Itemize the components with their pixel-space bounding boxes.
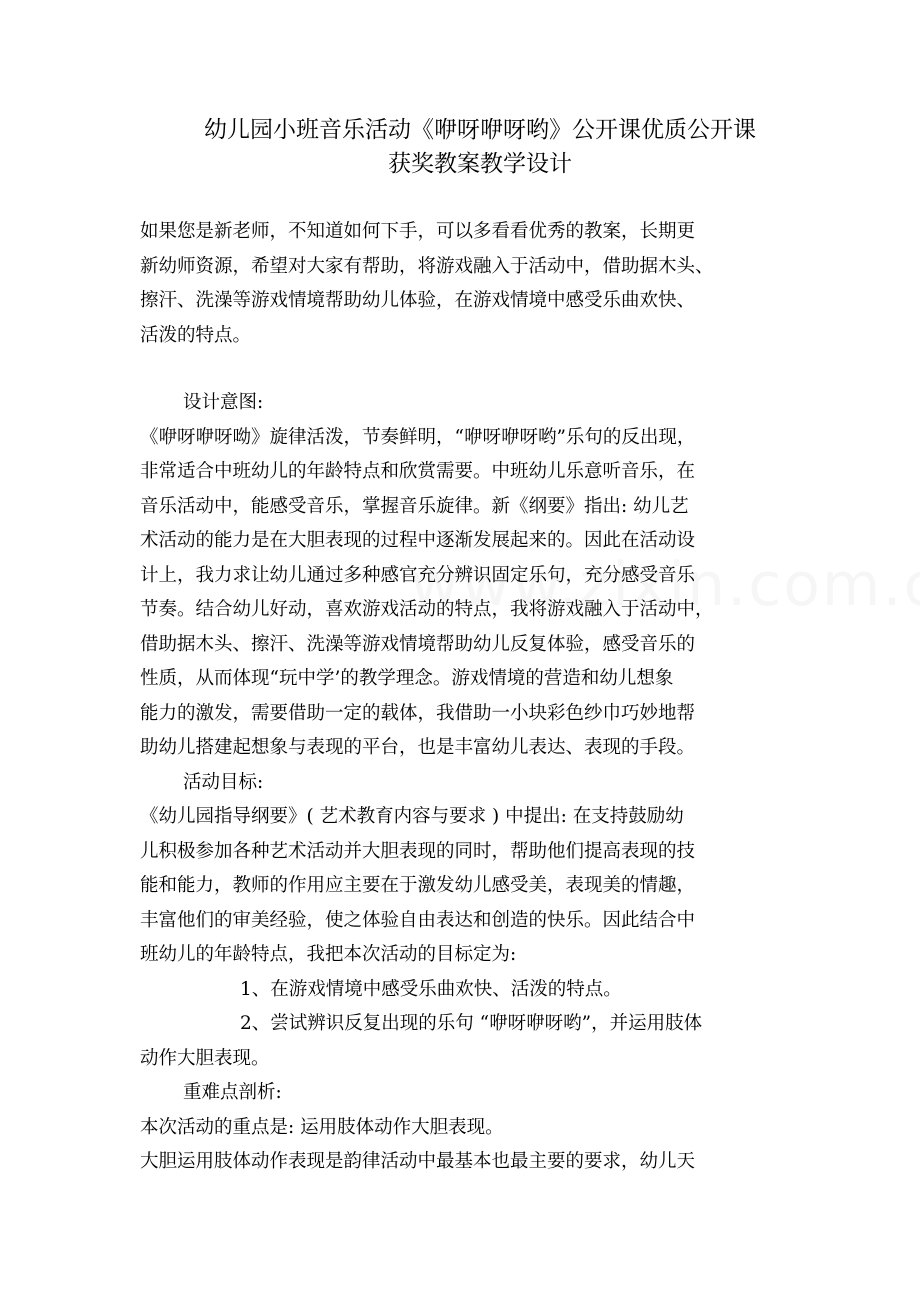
design-line: 计上，我力求让幼儿通过多种感官充分辨识固定乐句，充分感受音乐 xyxy=(140,564,696,586)
design-line: 术活动的能力是在大胆表现的过程中逐渐发展起来的。因此在活动设 xyxy=(140,530,696,551)
goal-heading: 活动目标: xyxy=(183,771,264,793)
design-line: 非常适合中班幼儿的年龄特点和欣赏需要。中班幼儿乐意听音乐，在 xyxy=(140,461,696,482)
design-line: 能力的激发，需要借助一定的载体，我借助一小块彩色纱巾巧妙地帮 xyxy=(140,702,696,724)
document-title-line-1: 幼儿园小班音乐活动《咿呀咿呀哟》公开课优质公开课 xyxy=(204,117,756,143)
goal-item-1: 1、在游戏情境中感受乐曲欢快、活泼的特点。 xyxy=(240,978,622,1000)
intro-line: 活泼的特点。 xyxy=(140,324,252,346)
goal-item-2-continued: 动作大胆表现。 xyxy=(140,1047,270,1069)
goal-line: 班幼儿的年龄特点，我把本次活动的目标定为: xyxy=(140,944,517,965)
design-section xyxy=(140,386,800,1180)
key-line: 大胆运用肢体动作表现是韵律活动中最基本也最主要的要求，幼儿天 xyxy=(140,1151,696,1172)
document-title-line-2: 获奖教案教学设计 xyxy=(388,151,572,177)
intro-line: 如果您是新老师，不知道如何下手，可以多看看优秀的教案，长期更 xyxy=(140,221,696,242)
design-line: 《咿呀咿呀呦》旋律活泼，节奏鲜明，“咿呀咿呀哟”乐句的反出现， xyxy=(140,426,696,448)
key-line: 本次活动的重点是: 运用肢体动作大胆表现。 xyxy=(140,1116,504,1138)
goal-line: 儿积极参加各种艺术活动并大胆表现的同时，帮助他们提高表现的技 xyxy=(140,840,696,862)
design-line: 节奏。结合幼儿好动，喜欢游戏活动的特点，我将游戏融入于活动中， xyxy=(140,599,714,620)
design-line: 性质，从而体现“玩中学’的教学理念。游戏情境的营造和幼儿想象 xyxy=(140,668,674,689)
goal-line: 能和能力，教师的作用应主要在于激发幼儿感受美，表现美的情趣， xyxy=(140,875,696,896)
intro-paragraph xyxy=(140,215,800,353)
intro-line: 新幼师资源，希望对大家有帮助，将游戏融入于活动中，借助据木头、 xyxy=(140,255,714,277)
goal-item-2: 2、尝试辨识反复出现的乐句 “咿呀咿呀哟”，并运用肢体 xyxy=(240,1013,703,1034)
goal-line: 丰富他们的审美经验，使之体验自由表达和创造的快乐。因此结合中 xyxy=(140,909,696,931)
design-heading: 设计意图: xyxy=(183,392,264,413)
goal-line: 《幼儿园指导纲要》( 艺术教育内容与要求 ) 中提出: 在支持鼓励幼 xyxy=(140,806,684,827)
design-line: 音乐活动中，能感受音乐，掌握音乐旋律。新《纲要》指出: 幼儿艺 xyxy=(140,495,689,517)
design-line: 借助据木头、擦汗、洗澡等游戏情境帮助幼儿反复体验，感受音乐的 xyxy=(140,633,696,655)
key-heading: 重难点剖析: xyxy=(183,1082,282,1103)
design-line: 助幼儿搭建起想象与表现的平台，也是丰富幼儿表达、表现的手段。 xyxy=(140,737,696,758)
intro-line: 擦汗、洗澡等游戏情境帮助幼儿体验，在游戏情境中感受乐曲欢快、 xyxy=(140,290,696,311)
